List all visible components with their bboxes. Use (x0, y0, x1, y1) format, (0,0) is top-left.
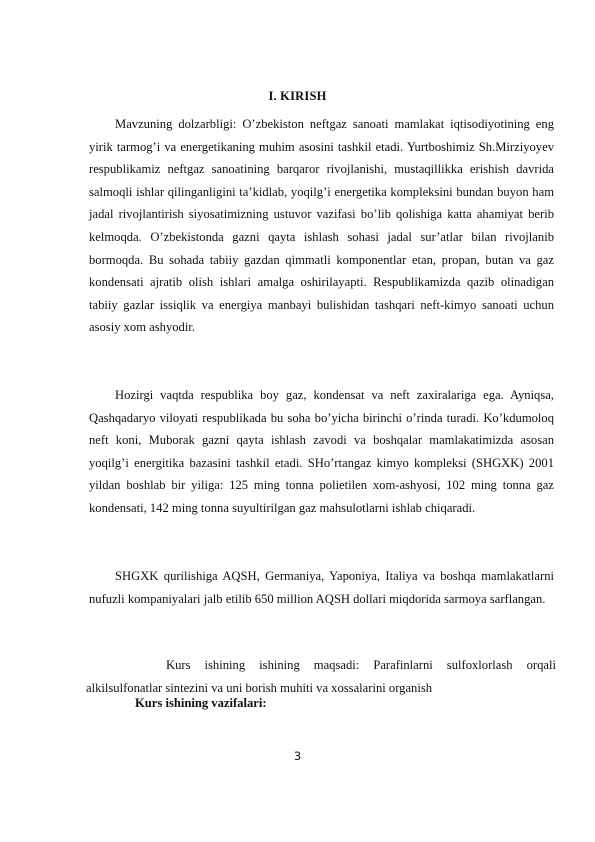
paragraph-investment: SHGXK qurilishiga AQSH, Germaniya, Yaponiya, Italiya va boshqa mamlakatlarni nufuzli kompaniyalari jalb etilib 650 million AQSH dollari miqdorida sarmoya sarflangan. (89, 569, 554, 606)
section-title: I. KIRISH (268, 89, 327, 103)
page-number: 3 (293, 749, 302, 763)
tasks-subheading: Kurs ishining vazifalari: (135, 696, 267, 710)
paragraph-relevance: Mavzuning dolzarbligi: O’zbekiston neftgaz sanoati mamlakat iqtisodiyotining eng yirik tarmog’i va energetikaning muhim asosini tashkil etadi. Yurtboshimiz Sh.Mirziyoyev respublikamiz neftgaz sanoatining barqaror rivojlanishi, mustaqillikka erishish davrida salmoqli ishlar qilinganligini ta’kidlab, yoqilg’i energetika kompleksini bundan buyon ham jadal rivojlantirish siyosatimizning ustuvor vazifasi bo’lib qolishiga katta ahamiyat berib kelmoqda. O’zbekistonda gazni qayta ishlash sohasi jadal sur’atlar bilan rivojlanib bormoqda. Bu sohada tabiiy gazdan qimmatli komponentlar etan, propan, butan va gaz kondensati ajratib olish ishlari amalga oshirilayapti. Respublikamizda qazib olinadigan tabiiy gazlar issiqlik va energiya manbayi bulishidan tashqari neft-kimyo sanoati uchun asosiy xom ashyodir. (89, 117, 554, 335)
paragraph-purpose: Kurs ishining ishining maqsadi: Parafinlarni sulfoxlorlash orqali alkilsulfonatlar sintezini va uni borish muhiti va xossalarini organish (86, 658, 556, 695)
paragraph-reserves: Hozirgi vaqtda respublika boy gaz, kondensat va neft zaxiralariga ega. Ayniqsa, Qashqadaryo viloyati respublikada bu soha bo’yicha birinchi o’rinda turadi. Ko’kdumoloq neft koni, Muborak gazni qayta ishlash zavodi va boshqalar mamlakatimizda asosan yoqilg’i energitika bazasini tashkil etadi. SHo’rtangaz kimyo kompleksi (SHGXK) 2001 yildan boshlab bir yiliga: 125 ming tonna polietilen xom-ashyosi, 102 ming tonna gaz kondensati, 142 ming tonna suyultirilgan gaz mahsulotlarni ishlab chiqaradi. (89, 388, 554, 515)
